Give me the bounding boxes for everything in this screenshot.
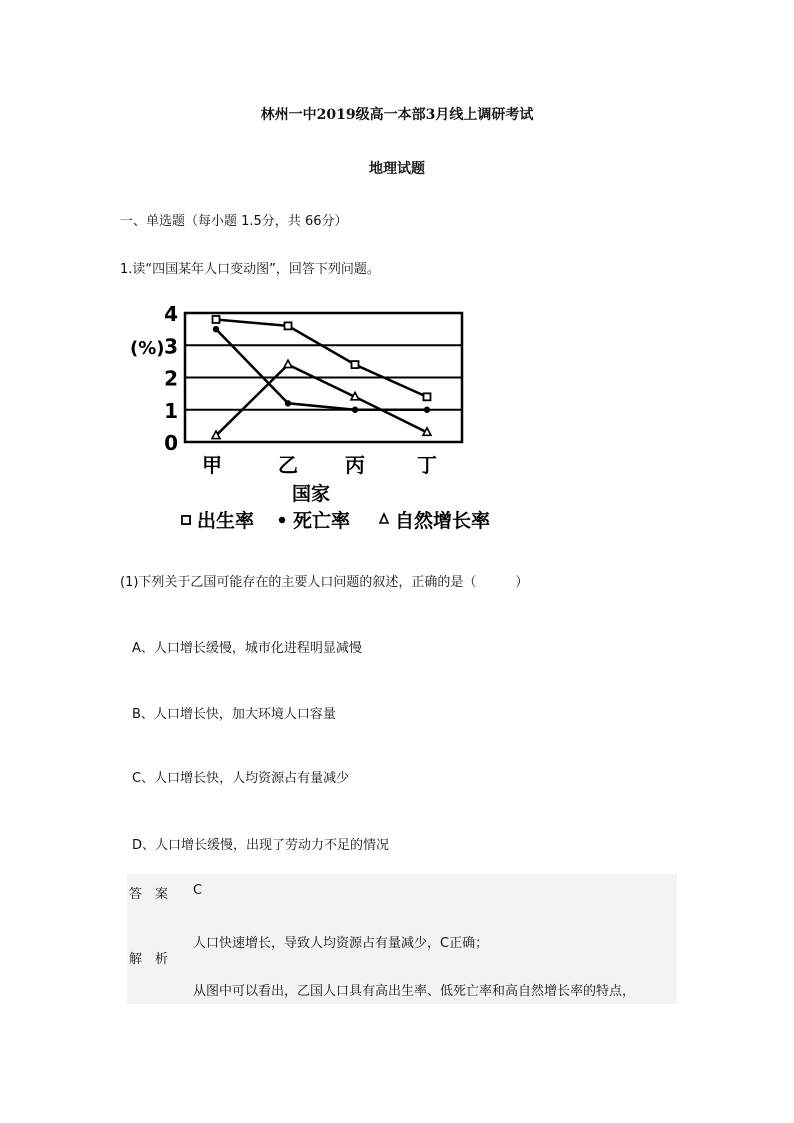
y-tick-label: 4 [164,302,178,326]
series-line-0 [216,319,427,396]
section-heading: 一、单选题（每小题 1.5分，共 66分） [120,214,348,229]
series-line-2 [216,365,427,436]
answer-label: 答案 [129,887,182,902]
analysis-label: 解析 [129,952,182,967]
y-tick-label: 3 [164,334,178,359]
y-tick-label: 0 [164,431,178,455]
sub-question: (1)下列关于乙国可能存在的主要人口问题的叙述，正确的是（ ） [120,575,529,590]
data-point-birth-rate [424,393,431,400]
legend-marker-square [182,516,190,524]
y-tick-label: 2 [164,366,178,391]
data-point-death-rate [213,326,219,332]
data-point-natural-growth [423,428,431,436]
option-b[interactable]: B、人口增长快，加大环境人口容量 [132,707,336,722]
data-point-death-rate [424,407,430,413]
x-axis-label: 国家 [291,483,331,505]
legend-label: 死亡率 [293,510,351,532]
data-point-birth-rate [213,316,220,323]
analysis-line-1: 人口快速增长，导致人均资源占有量减少，C正确； [193,936,489,951]
legend-label: 自然增长率 [395,510,491,532]
legend-marker-triangle [380,514,388,523]
answer-value: C [193,883,203,898]
page-title: 林州一中2019级高一本部3月线上调研考试 [260,107,534,123]
option-a[interactable]: A、人口增长缓慢，城市化进程明显减慢 [132,641,362,656]
series-line-1 [216,329,427,410]
data-point-death-rate [352,407,358,413]
x-tick-label: 乙 [278,453,298,477]
x-tick-label: 丁 [417,453,437,477]
data-point-natural-growth [351,392,359,400]
page-subtitle: 地理试题 [369,161,425,177]
x-tick-label: 丙 [345,453,365,477]
population-chart [128,300,508,540]
analysis-line-2: 从图中可以看出，乙国人口具有高出生率、低死亡率和高自然增长率的特点， [193,984,636,999]
option-c[interactable]: C、人口增长快，人均资源占有量减少 [132,771,350,786]
data-point-natural-growth [284,360,292,368]
data-point-death-rate [285,400,291,406]
answer-panel [127,874,677,1004]
legend-label: 出生率 [197,510,255,532]
legend-marker-dot [279,517,285,523]
data-point-birth-rate [285,322,292,329]
y-tick-label: 1 [164,398,178,423]
question-stem: 1.读“四国某年人口变动图”，回答下列问题。 [120,262,380,277]
option-d[interactable]: D、人口增长缓慢，出现了劳动力不足的情况 [132,838,390,853]
x-tick-label: 甲 [202,453,222,477]
y-axis-label: (%) [130,338,165,359]
data-point-birth-rate [352,361,359,368]
